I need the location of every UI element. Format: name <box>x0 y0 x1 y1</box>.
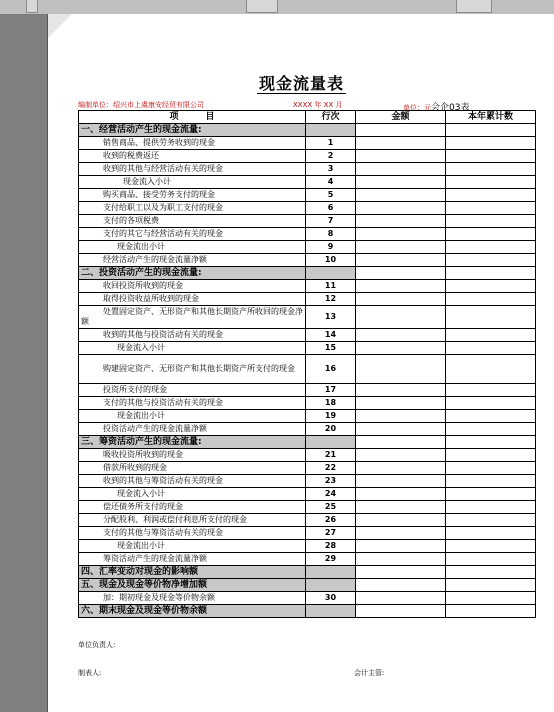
table-row <box>79 527 536 540</box>
row-item: 投资所支付的现金 <box>79 384 306 397</box>
row-amount-cell[interactable] <box>356 553 446 566</box>
row-amount-cell[interactable] <box>356 306 446 329</box>
row-item: 收到的税费返还 <box>79 150 306 163</box>
row-amount-cell[interactable] <box>356 410 446 423</box>
row-amount-cell[interactable] <box>356 267 446 280</box>
table-row <box>79 329 536 342</box>
row-line-number: 22 <box>306 462 356 475</box>
row-item: 购建固定资产、无形资产和其他长期资产所支付的现金 <box>79 355 306 384</box>
row-ytd-cell[interactable] <box>446 436 536 449</box>
row-item: 现金流入小计 <box>79 488 306 501</box>
table-row <box>79 553 536 566</box>
row-ytd-cell[interactable] <box>446 329 536 342</box>
table-row <box>79 514 536 527</box>
row-amount-cell[interactable] <box>356 254 446 267</box>
row-amount-cell[interactable] <box>356 280 446 293</box>
row-line-number: 10 <box>306 254 356 267</box>
table-row <box>79 163 536 176</box>
row-line-number: 28 <box>306 540 356 553</box>
row-ytd-cell[interactable] <box>446 384 536 397</box>
row-ytd-cell[interactable] <box>446 280 536 293</box>
row-amount-cell[interactable] <box>356 527 446 540</box>
row-line-number: 5 <box>306 189 356 202</box>
table-row <box>79 605 536 618</box>
row-item: 借款所收到的现金 <box>79 462 306 475</box>
row-amount-cell[interactable] <box>356 605 446 618</box>
row-ytd-cell[interactable] <box>446 540 536 553</box>
row-amount-cell[interactable] <box>356 592 446 605</box>
row-item: 筹资活动产生的现金流量净额 <box>79 553 306 566</box>
row-ytd-cell[interactable] <box>446 355 536 384</box>
row-line-number: 18 <box>306 397 356 410</box>
row-item: 收到的其他与筹资活动有关的现金 <box>79 475 306 488</box>
table-row <box>79 410 536 423</box>
row-amount-cell[interactable] <box>356 228 446 241</box>
table-row <box>79 241 536 254</box>
row-amount-cell[interactable] <box>356 329 446 342</box>
row-line-number: 9 <box>306 241 356 254</box>
row-ytd-cell[interactable] <box>446 397 536 410</box>
row-line-number: 27 <box>306 527 356 540</box>
row-item: 一、经营活动产生的现金流量: <box>79 124 306 137</box>
company-label: 编制单位：绍兴市上虞康安经贸有限公司 <box>78 101 204 109</box>
row-amount-cell[interactable] <box>356 462 446 475</box>
row-item: 现金流出小计 <box>79 540 306 553</box>
row-ytd-cell[interactable] <box>446 189 536 202</box>
row-ytd-cell[interactable] <box>446 527 536 540</box>
table-row <box>79 566 536 579</box>
row-ytd-cell[interactable] <box>446 215 536 228</box>
table-row <box>79 124 536 137</box>
row-line-number: 2 <box>306 150 356 163</box>
row-ytd-cell[interactable] <box>446 137 536 150</box>
row-amount-cell[interactable] <box>356 436 446 449</box>
row-ytd-cell[interactable] <box>446 163 536 176</box>
table-row <box>79 540 536 553</box>
row-amount-cell[interactable] <box>356 150 446 163</box>
table-row <box>79 150 536 163</box>
row-line-number: 6 <box>306 202 356 215</box>
row-line-number <box>306 124 356 137</box>
accountant-label: 会计主管: <box>354 669 385 677</box>
toolbar-button[interactable] <box>26 0 38 13</box>
table-row <box>79 342 536 355</box>
row-item: 四、汇率变动对现金的影响额 <box>79 566 306 579</box>
row-item: 五、现金及现金等价物净增加额 <box>79 579 306 592</box>
row-line-number <box>306 267 356 280</box>
row-ytd-cell[interactable] <box>446 501 536 514</box>
row-line-number: 13 <box>306 306 356 329</box>
table-row <box>79 267 536 280</box>
row-line-number: 29 <box>306 553 356 566</box>
table-row <box>79 488 536 501</box>
row-amount-cell[interactable] <box>356 449 446 462</box>
unit-manager-label: 单位负责人: <box>78 641 116 649</box>
row-item: 吸收投资所收到的现金 <box>79 449 306 462</box>
header-amount: 金额 <box>356 111 446 124</box>
row-ytd-cell[interactable] <box>446 566 536 579</box>
row-amount-cell[interactable] <box>356 540 446 553</box>
table-row <box>79 176 536 189</box>
row-item: 支付给职工以及为职工支付的现金 <box>79 202 306 215</box>
row-line-number: 7 <box>306 215 356 228</box>
document-title: 现金流量表 <box>258 74 344 93</box>
form-code: 会企03表 <box>431 103 470 113</box>
row-item: 分配股利、利润或偿付利息所支付的现金 <box>79 514 306 527</box>
row-item: 支付的其它与经营活动有关的现金 <box>79 228 306 241</box>
row-item: 收到的其他与经营活动有关的现金 <box>79 163 306 176</box>
header-line: 行次 <box>306 111 356 124</box>
row-ytd-cell[interactable] <box>446 514 536 527</box>
row-line-number: 12 <box>306 293 356 306</box>
table-row <box>79 306 536 329</box>
row-amount-cell[interactable] <box>356 423 446 436</box>
row-amount-cell[interactable] <box>356 514 446 527</box>
row-amount-cell[interactable] <box>356 189 446 202</box>
table-row <box>79 189 536 202</box>
row-amount-cell[interactable] <box>356 501 446 514</box>
row-ytd-cell[interactable] <box>446 605 536 618</box>
row-ytd-cell[interactable] <box>446 449 536 462</box>
table-row <box>79 228 536 241</box>
row-item: 三、筹资活动产生的现金流量: <box>79 436 306 449</box>
row-amount-cell[interactable] <box>356 566 446 579</box>
document-page <box>47 14 554 712</box>
row-line-number: 26 <box>306 514 356 527</box>
header-item: 项 目 <box>79 111 306 124</box>
row-amount-cell[interactable] <box>356 124 446 137</box>
row-line-number <box>306 605 356 618</box>
row-amount-cell[interactable] <box>356 137 446 150</box>
row-item: 支付的各项税费 <box>79 215 306 228</box>
row-ytd-cell[interactable] <box>446 293 536 306</box>
row-item: 支付的其他与投资活动有关的现金 <box>79 397 306 410</box>
row-amount-cell[interactable] <box>356 202 446 215</box>
table-row <box>79 592 536 605</box>
date-label: XXXX 年 XX 月 <box>293 101 343 109</box>
table-header-row <box>79 111 536 124</box>
header-ytd: 本年累计数 <box>446 111 536 124</box>
row-ytd-cell[interactable] <box>446 423 536 436</box>
row-line-number: 16 <box>306 355 356 384</box>
table-row <box>79 293 536 306</box>
page-fold-corner <box>48 14 72 38</box>
cash-flow-table <box>78 110 536 618</box>
row-item: 取得投资收益所收到的现金 <box>79 293 306 306</box>
row-item: 投资活动产生的现金流量净额 <box>79 423 306 436</box>
row-item: 现金流入小计 <box>79 342 306 355</box>
row-ytd-cell[interactable] <box>446 579 536 592</box>
row-line-number: 19 <box>306 410 356 423</box>
table-row <box>79 579 536 592</box>
row-ytd-cell[interactable] <box>446 410 536 423</box>
row-ytd-cell[interactable] <box>446 475 536 488</box>
row-ytd-cell[interactable] <box>446 592 536 605</box>
row-item: 二、投资活动产生的现金流量: <box>79 267 306 280</box>
row-line-number <box>306 436 356 449</box>
row-item: 收回投资所收到的现金 <box>79 280 306 293</box>
row-amount-cell[interactable] <box>356 176 446 189</box>
row-ytd-cell[interactable] <box>446 553 536 566</box>
table-row <box>79 462 536 475</box>
row-amount-cell[interactable] <box>356 215 446 228</box>
table-row <box>79 475 536 488</box>
row-ytd-cell[interactable] <box>446 267 536 280</box>
table-row <box>79 355 536 384</box>
table-row <box>79 449 536 462</box>
toolbar <box>0 0 554 15</box>
row-line-number: 17 <box>306 384 356 397</box>
row-ytd-cell[interactable] <box>446 241 536 254</box>
row-line-number: 8 <box>306 228 356 241</box>
row-item: 现金流入小计 <box>79 176 306 189</box>
row-line-number: 11 <box>306 280 356 293</box>
toolbar-button[interactable] <box>456 0 492 13</box>
table-row <box>79 384 536 397</box>
preparer-label: 制表人: <box>78 669 102 677</box>
row-amount-cell[interactable] <box>356 579 446 592</box>
row-ytd-cell[interactable] <box>446 462 536 475</box>
row-line-number: 1 <box>306 137 356 150</box>
table-row <box>79 137 536 150</box>
row-line-number: 25 <box>306 501 356 514</box>
table-row <box>79 436 536 449</box>
row-item: 现金流出小计 <box>79 241 306 254</box>
row-line-number: 15 <box>306 342 356 355</box>
row-amount-cell[interactable] <box>356 355 446 384</box>
row-line-number: 30 <box>306 592 356 605</box>
table-row <box>79 397 536 410</box>
row-item: 处置固定资产、无形资产和其他长期资产所收回的现金净额 <box>79 306 306 329</box>
table-row <box>79 423 536 436</box>
row-amount-cell[interactable] <box>356 241 446 254</box>
table-row <box>79 202 536 215</box>
row-line-number: 24 <box>306 488 356 501</box>
row-ytd-cell[interactable] <box>446 150 536 163</box>
row-item: 偿还债务所支付的现金 <box>79 501 306 514</box>
row-amount-cell[interactable] <box>356 397 446 410</box>
row-line-number: 20 <box>306 423 356 436</box>
row-line-number: 14 <box>306 329 356 342</box>
row-ytd-cell[interactable] <box>446 176 536 189</box>
row-amount-cell[interactable] <box>356 384 446 397</box>
row-item: 收到的其他与投资活动有关的现金 <box>79 329 306 342</box>
row-line-number: 21 <box>306 449 356 462</box>
row-amount-cell[interactable] <box>356 293 446 306</box>
table-row <box>79 280 536 293</box>
table-row <box>79 501 536 514</box>
table-row <box>79 254 536 267</box>
row-ytd-cell[interactable] <box>446 306 536 329</box>
row-ytd-cell[interactable] <box>446 202 536 215</box>
row-line-number: 23 <box>306 475 356 488</box>
row-amount-cell[interactable] <box>356 163 446 176</box>
row-ytd-cell[interactable] <box>446 254 536 267</box>
row-line-number <box>306 566 356 579</box>
unit-label: 单位：元会企03表 <box>403 103 470 113</box>
row-item: 六、期末现金及现金等价物余额 <box>79 605 306 618</box>
row-amount-cell[interactable] <box>356 488 446 501</box>
row-line-number: 4 <box>306 176 356 189</box>
row-line-number <box>306 579 356 592</box>
row-item: 经营活动产生的现金流量净额 <box>79 254 306 267</box>
table-row <box>79 215 536 228</box>
row-amount-cell[interactable] <box>356 342 446 355</box>
row-ytd-cell[interactable] <box>446 124 536 137</box>
row-ytd-cell[interactable] <box>446 228 536 241</box>
toolbar-button[interactable] <box>246 0 278 13</box>
row-ytd-cell[interactable] <box>446 488 536 501</box>
row-ytd-cell[interactable] <box>446 342 536 355</box>
row-item: 现金流出小计 <box>79 410 306 423</box>
row-line-number: 3 <box>306 163 356 176</box>
row-item: 支付的其他与筹资活动有关的现金 <box>79 527 306 540</box>
row-item: 购买商品、接受劳务支付的现金 <box>79 189 306 202</box>
row-item: 加：期初现金及现金等价物余额 <box>79 592 306 605</box>
row-amount-cell[interactable] <box>356 475 446 488</box>
row-item: 销售商品、提供劳务收到的现金 <box>79 137 306 150</box>
